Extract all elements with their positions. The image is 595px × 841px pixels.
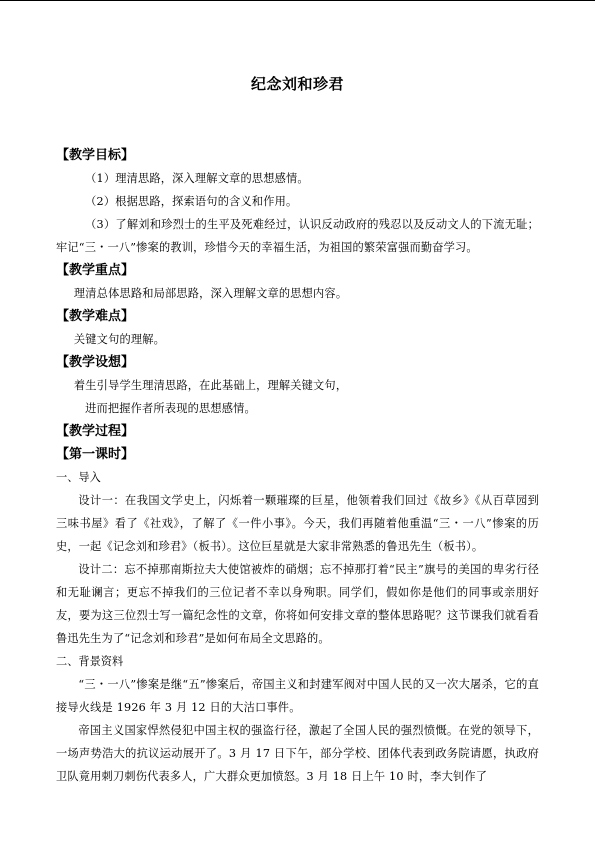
page-title: 纪念刘和珍君 xyxy=(250,75,344,93)
section-background-title: 二、背景资料 xyxy=(56,655,124,668)
background-paragraph-1: “三・一八”惨案是继“五”惨案后，帝国主义和封建军阀对中国人民的又一次大屠杀，它的直接导火线是 1926 年 3 月 12 日的大沽口事件。 xyxy=(56,678,539,714)
heading-lesson-1: 【第一课时】 xyxy=(56,447,135,462)
design-line-1: 着生引导学生理清思路，在此基础上，理解关键文句， xyxy=(73,379,348,392)
objective-item-1: （1）理清思路，深入理解文章的思想感情。 xyxy=(85,172,309,185)
design-line-2: 进而把握作者所表现的思想感情。 xyxy=(85,402,256,415)
intro-design-1: 设计一：在我国文学史上，闪烁着一颗璀璨的巨星，他领着我们回过《故乡》《从百草园到三味书屋》看了《社戏》，了解了《一件小事》。今天，我们再随着他重温“三・一八”惨案的历史，一起《记念刘和珍君》（板书）。这位巨星就是大家非常熟悉的鲁迅先生（板书）。 xyxy=(56,494,539,553)
page-top-border xyxy=(0,0,595,1)
objective-item-2: （2）根据思路，探索语句的含义和作用。 xyxy=(85,195,298,208)
difficulties-text: 关键文句的理解。 xyxy=(73,333,166,346)
section-intro-title: 一、导入 xyxy=(56,471,101,484)
key-points-text: 理清总体思路和局部思路，深入理解文章的思想内容。 xyxy=(73,287,348,300)
objective-item-3: （3）了解刘和珍烈士的生平及死难经过，认识反动政府的残忍以及反动文人的下流无耻；牢记“三・一八”惨案的教训，珍惜今天的幸福生活，为祖国的繁荣富强而勤奋学习。 xyxy=(56,218,539,254)
intro-design-2: 设计二：忘不掉那南斯拉夫大使馆被炸的硝烟；忘不掉那打着“民主”旗号的美国的卑劣行径和无耻谰言；更忘不掉我们的三位记者不幸以身殉职。同学们，假如你是他们的同事或亲朋好友，要为这三位烈士写一篇纪念性的文章，你将如何安排文章的整体思路呢？这节课我们就看看鲁迅先生为了“记念刘和珍君”是如何布局全文思路的。 xyxy=(56,563,539,645)
heading-process: 【教学过程】 xyxy=(56,424,135,439)
heading-key-points: 【教学重点】 xyxy=(56,263,135,278)
document-page xyxy=(56,72,539,788)
heading-difficulties: 【教学难点】 xyxy=(56,309,135,324)
heading-objectives: 【教学目标】 xyxy=(56,148,135,163)
title-spacer xyxy=(56,96,539,144)
heading-design: 【教学设想】 xyxy=(56,355,135,370)
background-paragraph-2: 帝国主义国家悍然侵犯中国主权的强盗行径，激起了全国人民的强烈愤慨。在党的领导下，一场声势浩大的抗议运动展开了。3 月 17 日下午，部分学校、团体代表到政务院请愿，执政府卫队竟用刺刀刺伤代表多人，广大群众更加愤怒。3 月 18 日上午 10 时，李大钊作了 xyxy=(56,724,539,783)
